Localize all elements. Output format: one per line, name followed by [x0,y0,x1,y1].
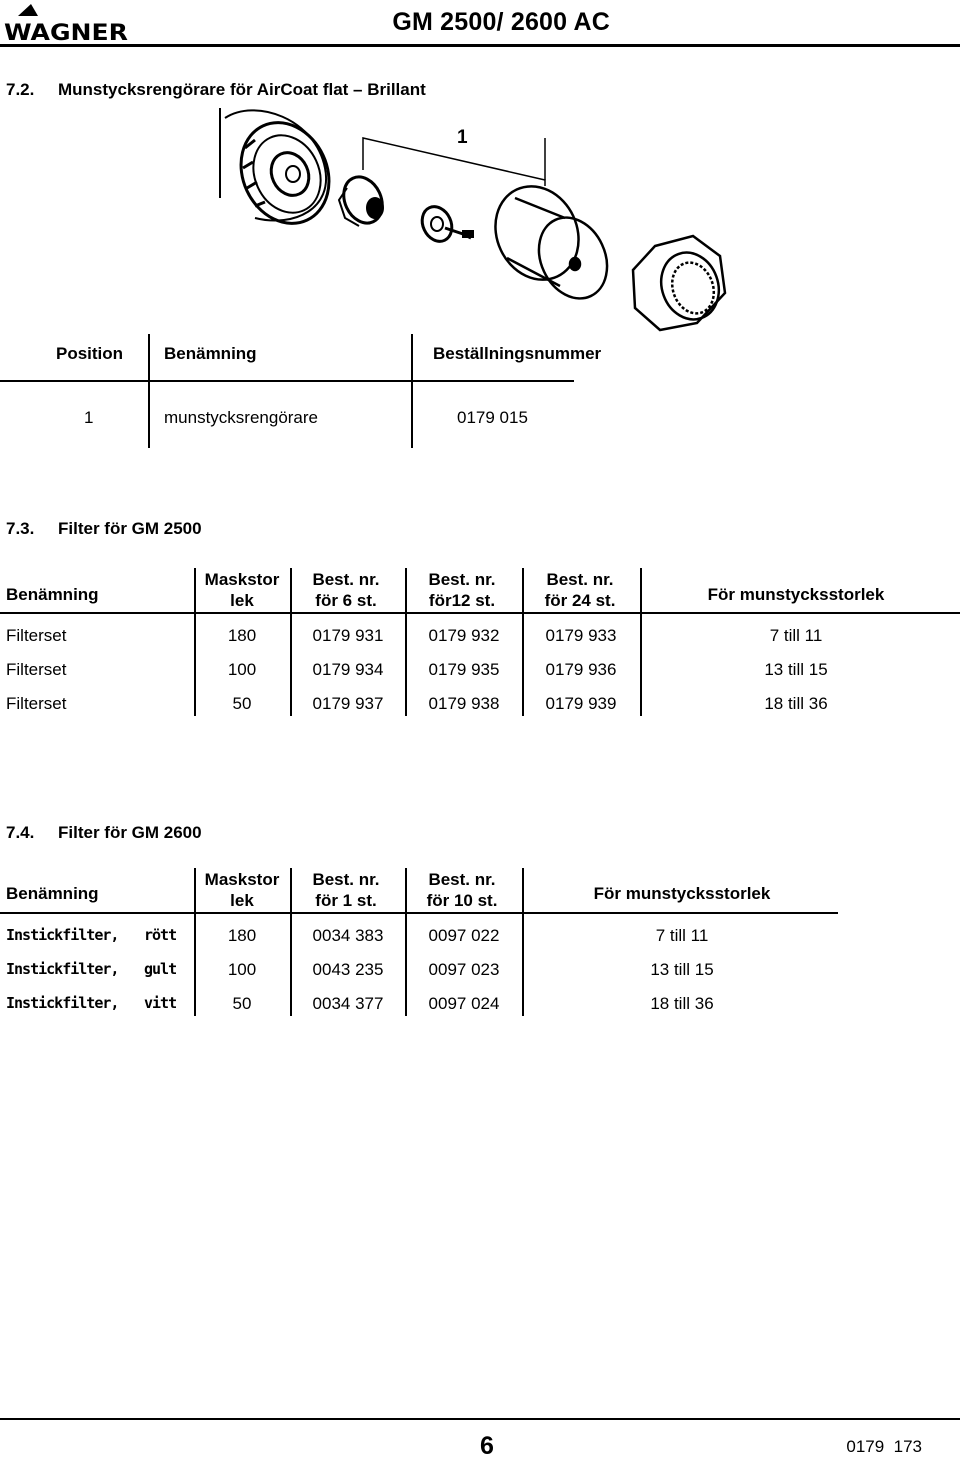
col-header-best-24 [528,569,632,611]
header-line: Best. nr. [428,570,496,589]
section-number: 7.3. [6,519,35,538]
cell-mesh: 180 [227,626,257,645]
cell-nozzle-size: 18 till 36 [650,994,714,1013]
section-7-4-heading [6,823,202,843]
table-divider [411,334,413,448]
table-header-rule [0,612,960,614]
col-header-mesh [194,869,290,911]
cell-best-6: 0179 931 [312,626,384,645]
cell-mesh: 100 [227,960,257,979]
section-7-3-heading [6,519,202,539]
cell-nozzle-size: 18 till 36 [764,694,828,713]
cell-best-10: 0097 022 [428,926,500,945]
header-line: lek [230,891,254,910]
table-divider [640,568,642,716]
cell-mesh: 100 [227,660,257,679]
section-title: Filter för GM 2600 [58,823,202,842]
cell-name: Instickfilter, [6,994,119,1012]
wagner-logo [4,4,128,42]
cell-name: Filterset [6,694,67,713]
cell-name: munstycksrengörare [164,408,319,427]
header-line: Best. nr. [312,870,380,889]
table-header-rule [0,380,574,382]
cell-best-24: 0179 936 [545,660,617,679]
nozzle-tip-drawing [337,171,390,230]
col-header-nozzle-size: För munstycksstorlek [593,884,771,903]
cell-best-24: 0179 939 [545,694,617,713]
cell-name: Filterset [6,660,67,679]
col-header-best-12 [410,569,514,611]
col-header-name: Benämning [164,344,257,363]
header-line: för 6 st. [315,591,377,610]
col-header-nozzle-size: För munstycksstorlek [707,585,885,604]
cell-nozzle-size: 7 till 11 [769,626,823,645]
col-header-best-10 [410,869,514,911]
cell-best-6: 0179 937 [312,694,384,713]
col-header-best-6 [294,569,398,611]
header-line: lek [230,591,254,610]
cell-best-10: 0097 024 [428,994,500,1013]
document-code: 0179 173 [846,1437,922,1456]
page-number: 6 [480,1432,494,1460]
header-line: Best. nr. [312,570,380,589]
section-number: 7.2. [6,80,35,99]
cell-filter-color: vitt [144,994,177,1012]
cell-best-1: 0043 235 [312,960,384,979]
cell-filter-color: rött [144,926,177,944]
section-title: Munstycksrengörare för AirCoat flat – Brillant [58,80,426,99]
cell-mesh: 180 [227,926,257,945]
header-line: Maskstor [204,870,280,889]
section-title: Filter för GM 2500 [58,519,202,538]
cell-filter-color: gult [144,960,177,978]
col-header-order-number: Beställningsnummer [433,344,602,363]
cell-nozzle-size: 13 till 15 [650,960,714,979]
cell-best-24: 0179 933 [545,626,617,645]
col-header-best-1 [294,869,398,911]
document-title: GM 2500/ 2600 AC [392,8,610,36]
spray-gun-head-drawing [220,108,345,238]
header-line: för 10 st. [426,891,498,910]
cell-best-6: 0179 934 [312,660,384,679]
footer-rule [0,1418,960,1420]
cell-nozzle-size: 13 till 15 [764,660,828,679]
section-number: 7.4. [6,823,35,842]
callout-bracket [363,138,545,186]
header-line: för12 st. [428,591,496,610]
cell-best-10: 0097 023 [428,960,500,979]
col-header-name: Benämning [6,585,99,604]
cell-position: 1 [84,408,94,427]
cell-best-12: 0179 938 [428,694,500,713]
header-rule [0,44,960,47]
header-line: Best. nr. [546,570,614,589]
section-7-2-heading [6,80,426,100]
header-line: för 24 st. [544,591,616,610]
header-line: för 1 st. [315,891,377,910]
cell-mesh: 50 [232,694,252,713]
nozzle-cleaner-part-drawing [480,173,619,310]
cell-best-1: 0034 383 [312,926,384,945]
cell-name: Filterset [6,626,67,645]
cell-name: Instickfilter, [6,960,119,978]
table-header-rule [0,912,838,914]
table-divider [148,334,150,448]
nozzle-insert-drawing [417,202,473,246]
cell-best-1: 0034 377 [312,994,384,1013]
col-header-name: Benämning [6,884,99,903]
svg-text:WAGNER: WAGNER [4,21,128,42]
col-header-mesh [194,569,290,611]
cell-nozzle-size: 7 till 11 [655,926,709,945]
nozzle-cleaner-illustration [215,108,735,340]
cell-order-number: 0179 015 [457,408,528,427]
cell-best-12: 0179 932 [428,626,500,645]
cell-mesh: 50 [232,994,252,1013]
cell-name: Instickfilter, [6,926,119,944]
table-divider [522,868,524,1016]
header-line: Maskstor [204,570,280,589]
callout-number-1: 1 [457,127,468,148]
cell-best-12: 0179 935 [428,660,500,679]
hex-nut-drawing [633,236,728,330]
header-line: Best. nr. [428,870,496,889]
col-header-position: Position [56,344,124,363]
